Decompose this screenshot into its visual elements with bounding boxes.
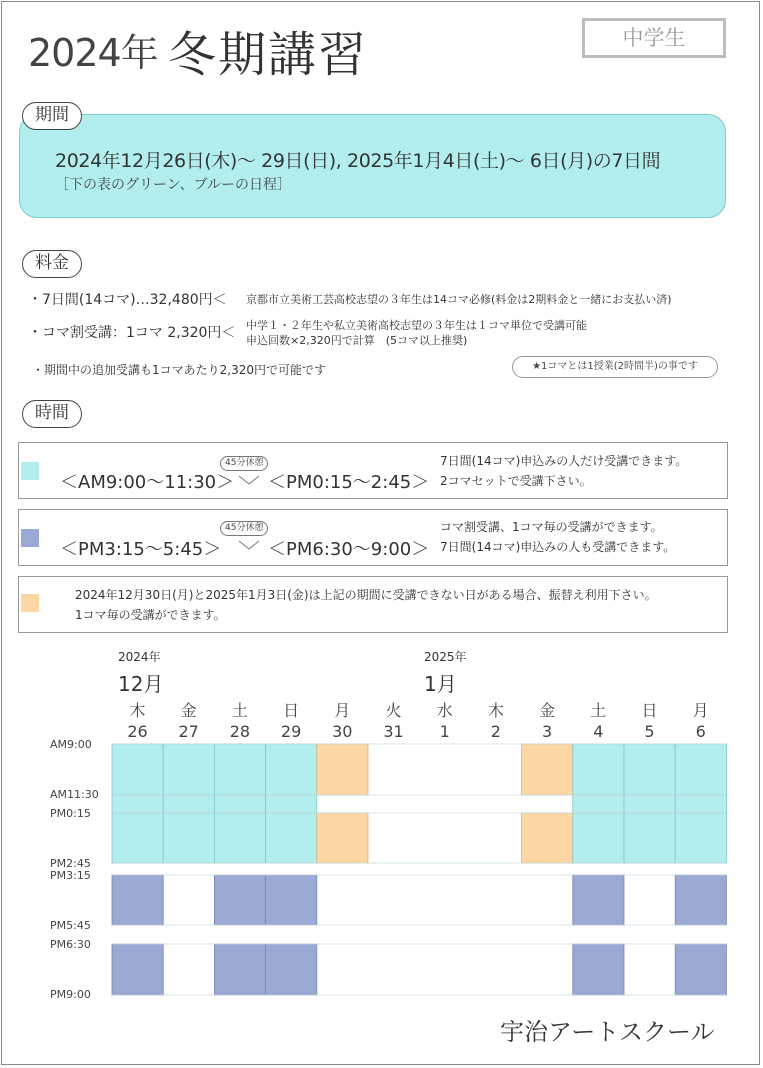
- time-row-2-desc-1: コマ割受講、1コマ毎の受講ができます。: [440, 520, 663, 534]
- afternoon-block: [112, 813, 163, 863]
- lunch-break-block: [266, 795, 317, 813]
- time-label-pm900: PM9:00: [50, 988, 91, 1001]
- day-of-week: 土: [590, 701, 607, 720]
- calendar-year-1: 2024年: [118, 650, 161, 664]
- afternoon-block: [675, 813, 726, 863]
- time-row-1-desc-2: 2コマセットで受講下さい。: [440, 474, 592, 488]
- day-of-week: 木: [487, 701, 504, 720]
- time-label-am900: AM9:00: [50, 738, 92, 751]
- morning-block: [573, 744, 624, 795]
- day-of-week: 水: [436, 701, 453, 720]
- fee-label: 料金: [22, 250, 82, 278]
- fee-line-2: ・コマ割受講：1コマ 2,320円＜: [28, 325, 236, 341]
- day-of-week: 火: [385, 701, 402, 720]
- school-name: 宇治アートスクール: [500, 1018, 715, 1046]
- lunch-break-block: [112, 795, 163, 813]
- morning-block: [163, 744, 214, 795]
- slot-pm-night: ＜PM6:30～9:00＞: [268, 539, 430, 560]
- fee-line-1: ・7日間(14コマ)…32,480円＜: [28, 292, 227, 308]
- day-of-week: 月: [692, 701, 709, 720]
- day-of-week: 月: [334, 701, 351, 720]
- time-label: 時間: [22, 400, 82, 428]
- page-title: 冬期講習: [168, 27, 369, 83]
- day-date: 2: [490, 722, 501, 741]
- morning-block: [266, 744, 317, 795]
- day-date: 31: [383, 722, 404, 741]
- day-date: 26: [127, 722, 148, 741]
- morning-block: [522, 744, 573, 795]
- day-date: 3: [542, 722, 553, 741]
- morning-block: [624, 744, 675, 795]
- grade-badge: 中学生: [582, 18, 726, 58]
- time-label-am1130: AM11:30: [50, 788, 99, 801]
- koma-definition-note: ★1コマとは1授業(2時間半)の事です: [512, 356, 718, 378]
- day-of-week: 金: [539, 701, 556, 720]
- day-of-week: 木: [129, 701, 146, 720]
- morning-block: [112, 744, 163, 795]
- afternoon-block: [163, 813, 214, 863]
- fee-line-3: ・期間中の追加受講も1コマあたり2,320円で可能です: [32, 363, 326, 377]
- header-year: 2024年: [28, 31, 158, 75]
- evening-block-1: [266, 875, 317, 925]
- day-date: 29: [280, 722, 302, 741]
- slot-am: ＜AM9:00～11:30＞: [60, 472, 235, 493]
- lunch-break-block: [214, 795, 265, 813]
- day-of-week: 日: [641, 701, 658, 720]
- evening-block-1: [675, 875, 726, 925]
- afternoon-block: [624, 813, 675, 863]
- day-date: 6: [695, 722, 706, 741]
- day-of-week: 日: [283, 701, 300, 720]
- period-note: ［下の表のグリーン、ブルーの日程］: [55, 177, 292, 193]
- morning-block: [317, 744, 368, 795]
- afternoon-block: [266, 813, 317, 863]
- calendar-month-1: 12月: [118, 672, 164, 696]
- afternoon-block: [573, 813, 624, 863]
- lunch-break-block: [675, 795, 726, 813]
- day-of-week: 金: [180, 701, 197, 720]
- time-row-1-desc-1: 7日間(14コマ)申込みの人だけ受講できます。: [440, 454, 688, 468]
- time-label-pm545: PM5:45: [50, 919, 91, 932]
- evening-block-2: [112, 944, 163, 995]
- evening-block-2: [573, 944, 624, 995]
- evening-block-2: [214, 944, 265, 995]
- morning-block: [675, 744, 726, 795]
- day-date: 28: [229, 722, 251, 741]
- afternoon-block: [214, 813, 265, 863]
- fee-line-2-note-1: 中学１・２年生や私立美術高校志望の３年生は１コマ単位で受講可能: [246, 319, 587, 332]
- time-label-pm630: PM6:30: [50, 938, 91, 951]
- evening-block-2: [675, 944, 726, 995]
- evening-block-1: [112, 875, 163, 925]
- time-label-pm315: PM3:15: [50, 869, 91, 882]
- day-date: 5: [644, 722, 655, 741]
- afternoon-block: [317, 813, 368, 863]
- break-badge-1: 45分休憩: [220, 456, 268, 471]
- day-date: 1: [439, 722, 450, 741]
- day-date: 30: [332, 722, 353, 741]
- morning-block: [214, 744, 265, 795]
- calendar-month-2: 1月: [424, 672, 457, 696]
- afternoon-block: [522, 813, 573, 863]
- fee-line-1-note: 京都市立美術工芸高校志望の３年生は14コマ必修(料金は2期料金と一緒にお支払い済): [246, 293, 672, 306]
- lunch-break-block: [163, 795, 214, 813]
- evening-block-2: [266, 944, 317, 995]
- slot-pm-early: ＜PM0:15～2:45＞: [268, 472, 430, 493]
- fee-line-2-note-2: 申込回数×2,320円で計算 (5コマ以上推奨): [246, 334, 468, 347]
- calendar-year-2: 2025年: [424, 650, 467, 664]
- slot-pm-afternoon: ＜PM3:15～5:45＞: [60, 539, 222, 560]
- evening-block-1: [573, 875, 624, 925]
- time-row-2-desc-2: 7日間(14コマ)申込みの人も受講できます。: [440, 540, 676, 554]
- break-badge-2: 45分休憩: [220, 521, 268, 536]
- day-date: 27: [178, 722, 199, 741]
- time-row-3-desc-2: 1コマ毎の受講ができます。: [75, 608, 226, 622]
- evening-block-1: [214, 875, 265, 925]
- time-label-pm015: PM0:15: [50, 807, 91, 820]
- lunch-break-block: [573, 795, 624, 813]
- period-label: 期間: [22, 102, 82, 130]
- time-label-pm245: PM2:45: [50, 857, 91, 870]
- lunch-break-block: [624, 795, 675, 813]
- time-row-3-desc-1: 2024年12月30日(月)と2025年1月3日(金)は上記の期間に受講できない日がある場合、振替え利用下さい。: [75, 588, 657, 602]
- day-of-week: 土: [231, 701, 248, 720]
- period-dates: 2024年12月26日(木)～ 29日(日), 2025年1月4日(土)～ 6日(月)の7日間: [55, 150, 661, 172]
- day-date: 4: [593, 722, 604, 741]
